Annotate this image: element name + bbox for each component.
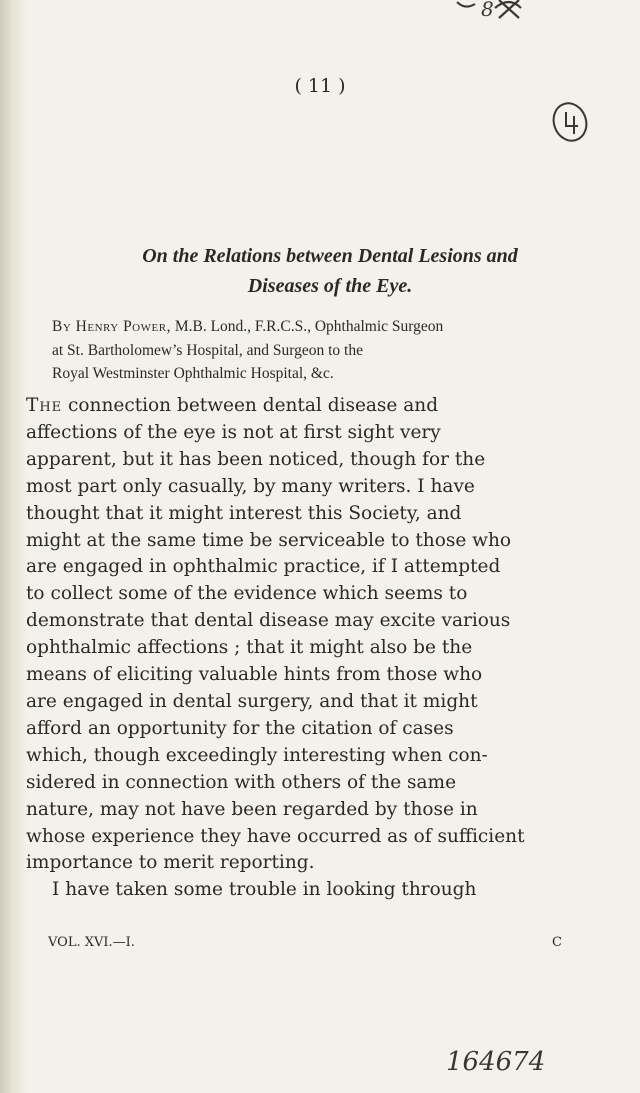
handwritten-circled-mark bbox=[548, 96, 596, 144]
byline-line-3: Royal Westminster Ophthalmic Hospital, &c. bbox=[52, 365, 334, 382]
body-line: affections of the eye is not at first sight very bbox=[26, 421, 441, 443]
page-footer bbox=[48, 935, 608, 950]
body-line: demonstrate that dental disease may excite various bbox=[26, 610, 511, 632]
body-line: are engaged in dental surgery, and that it might bbox=[26, 690, 478, 712]
body-line: apparent, but it has been noticed, though for the bbox=[26, 448, 486, 470]
body-line: sidered in connection with others of the same bbox=[26, 771, 457, 793]
svg-text:8: 8 bbox=[481, 0, 494, 21]
body-line: I have taken some trouble in looking through bbox=[52, 879, 477, 901]
body-line: most part only casually, by many writers. I have bbox=[26, 475, 475, 497]
body-line: importance to merit reporting. bbox=[26, 852, 315, 874]
author-name: By Henry Power, bbox=[52, 318, 171, 335]
handwritten-catalogue-number bbox=[442, 1040, 572, 1080]
article-title-line-2: Diseases of the Eye. bbox=[247, 275, 413, 297]
volume-label: VOL. XVI.—I. bbox=[48, 935, 135, 950]
body-line: are engaged in ophthalmic practice, if I attempted bbox=[26, 556, 501, 578]
signature-mark: C bbox=[552, 935, 562, 950]
article-body bbox=[26, 393, 626, 904]
body-line: which, though exceedingly interesting when con- bbox=[26, 744, 488, 766]
page-spine-shadow bbox=[0, 0, 26, 1093]
body-line: thought that it might interest this Society, and bbox=[26, 502, 462, 524]
body-line: nature, may not have been regarded by those in bbox=[26, 798, 478, 820]
author-byline bbox=[26, 315, 616, 386]
page-number: ( 11 ) bbox=[294, 75, 346, 97]
body-line: afford an opportunity for the citation of cases bbox=[26, 717, 454, 739]
article-title-line-1: On the Relations between Dental Lesions and bbox=[142, 245, 518, 267]
body-line: means of eliciting valuable hints from those who bbox=[26, 664, 483, 686]
body-line: whose experience they have occurred as of sufficient bbox=[26, 825, 525, 847]
handwritten-mark-top bbox=[455, 0, 525, 22]
byline-line-2: at St. Bartholomew’s Hospital, and Surgeon to the bbox=[52, 341, 363, 359]
body-line: The connection between dental disease and bbox=[26, 395, 439, 416]
body-line: might at the same time be serviceable to those who bbox=[26, 529, 512, 551]
body-line: to collect some of the evidence which seems to bbox=[26, 583, 468, 605]
body-first-word: The bbox=[26, 395, 63, 416]
svg-text:164674: 164674 bbox=[446, 1047, 546, 1077]
body-line: ophthalmic affections ; that it might also be the bbox=[26, 637, 473, 659]
author-credentials: M.B. Lond., F.R.C.S., Ophthalmic Surgeon bbox=[170, 318, 444, 335]
